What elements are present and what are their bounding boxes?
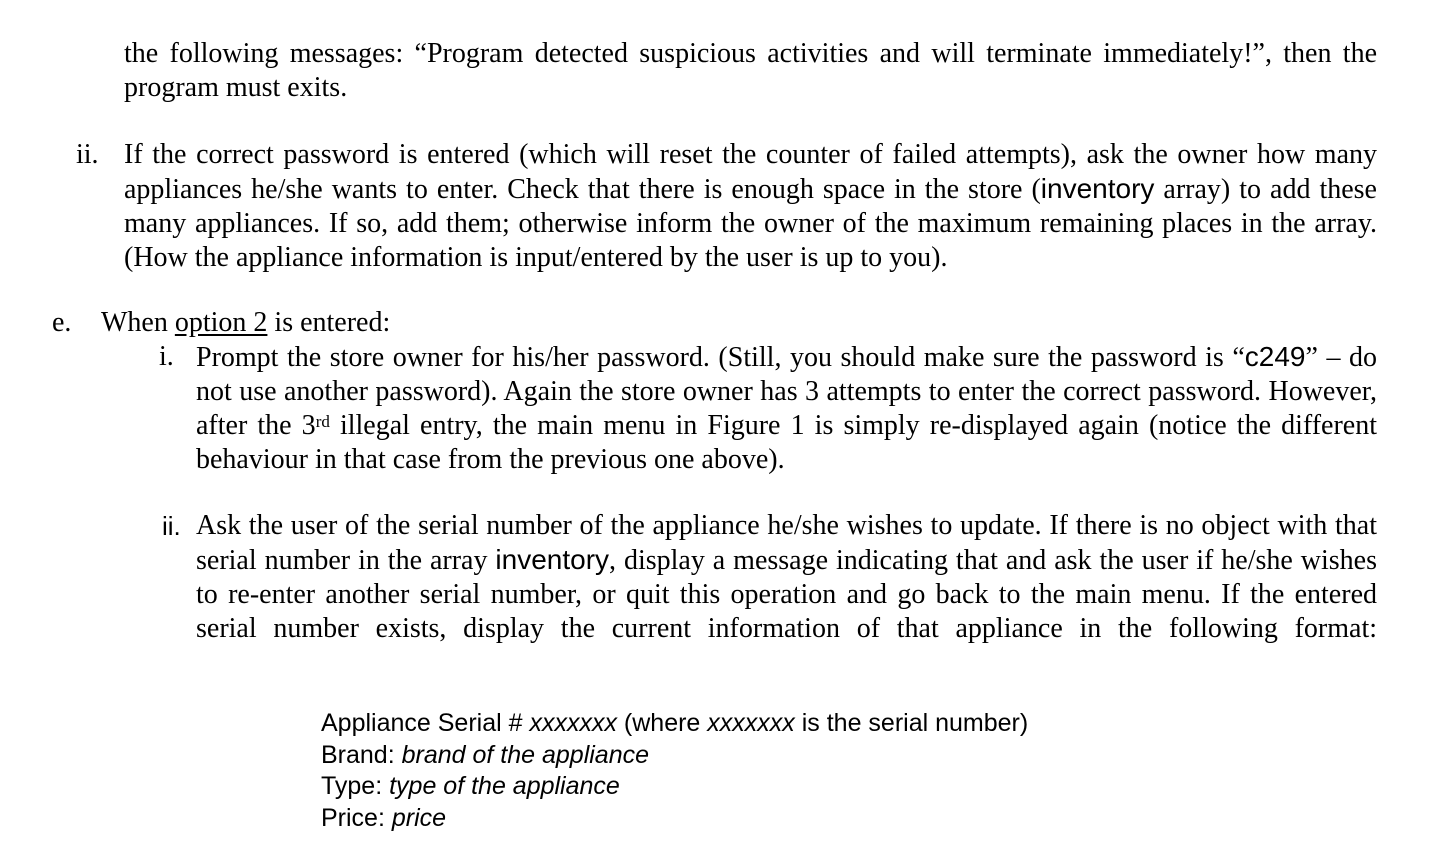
item-e-i-part3: illegal entry, the main menu in Figure 1 is simply re-displayed again (notice the different behaviour in that case from the previous one above). — [196, 410, 1377, 475]
format-line-type — [321, 771, 1028, 803]
brand-value: brand of the appliance — [401, 740, 650, 769]
item-e-text-after: is entered: — [267, 307, 391, 338]
item-e-i-paragraph — [196, 340, 1377, 477]
price-label: Price: — [321, 803, 392, 832]
item-e-i-part2: ” – do not use another password). Again the store owner has 3 attempts to enter the correct password. However, after the 3 — [196, 342, 1377, 441]
ordinal-superscript: rd — [315, 412, 330, 431]
appliance-format-block — [321, 708, 1028, 834]
inventory-code-term: inventory — [1040, 173, 1155, 204]
item-d-ii-paragraph — [124, 138, 1377, 275]
item-d-ii-text-after: array) to add these many appliances. If so, add them; otherwise inform the owner of the maximum remaining places in the array. (How the appliance information is input/entered by the user is up to you). — [124, 174, 1377, 273]
item-e-ii-paragraph — [196, 509, 1377, 646]
paragraph-continuation-text: the following messages: “Program detected suspicious activities and will terminate immediately!”, then the program must exits. — [124, 38, 1377, 103]
item-e-marker: e. — [52, 307, 72, 338]
item-e-ii-part2: , display a message indicating that and ask the user if he/she wishes to re-enter another serial number, or quit this operation and go back to the main menu. If the entered serial number exists, display the current information of that appliance in the following format: — [196, 545, 1378, 644]
type-value: type of the appliance — [389, 772, 620, 800]
item-e-i-part1: Prompt the store owner for his/her password. (Still, you should make sure the password is “ — [196, 342, 1245, 373]
item-d-ii-marker: ii. — [76, 139, 99, 170]
serial-mid: (where — [616, 709, 708, 737]
item-e-ii-marker: ii. — [162, 511, 181, 541]
item-e-heading — [101, 306, 1377, 340]
brand-label: Brand: — [321, 740, 402, 769]
format-line-serial — [321, 708, 1028, 740]
item-e-i-marker: i. — [159, 341, 174, 372]
paragraph-continuation — [124, 37, 1377, 105]
item-e-ii-part1: Ask the user of the serial number of the appliance he/she wishes to update. If there is no object with that serial number in the array — [196, 510, 1377, 576]
item-d-ii-text-before: If the correct password is entered (which will reset the counter of failed attempts), ask the owner how many appliances he/she wants to enter. Check that there is enough space in the store ( — [124, 139, 1377, 205]
serial-label: Appliance Serial # — [321, 709, 530, 737]
format-line-price — [321, 803, 1028, 835]
serial-placeholder-2: xxxxxxx — [707, 709, 795, 737]
serial-placeholder: xxxxxxx — [529, 709, 617, 737]
password-code-term: c249 — [1244, 341, 1306, 372]
inventory-code-term-2: inventory — [495, 544, 610, 575]
price-value: price — [391, 803, 447, 832]
format-line-brand — [321, 740, 1028, 772]
type-label: Type: — [321, 772, 390, 800]
option-2-underlined: option 2 — [174, 307, 268, 338]
serial-end: is the serial number) — [794, 709, 1029, 737]
item-e-text-before: When — [101, 307, 175, 338]
